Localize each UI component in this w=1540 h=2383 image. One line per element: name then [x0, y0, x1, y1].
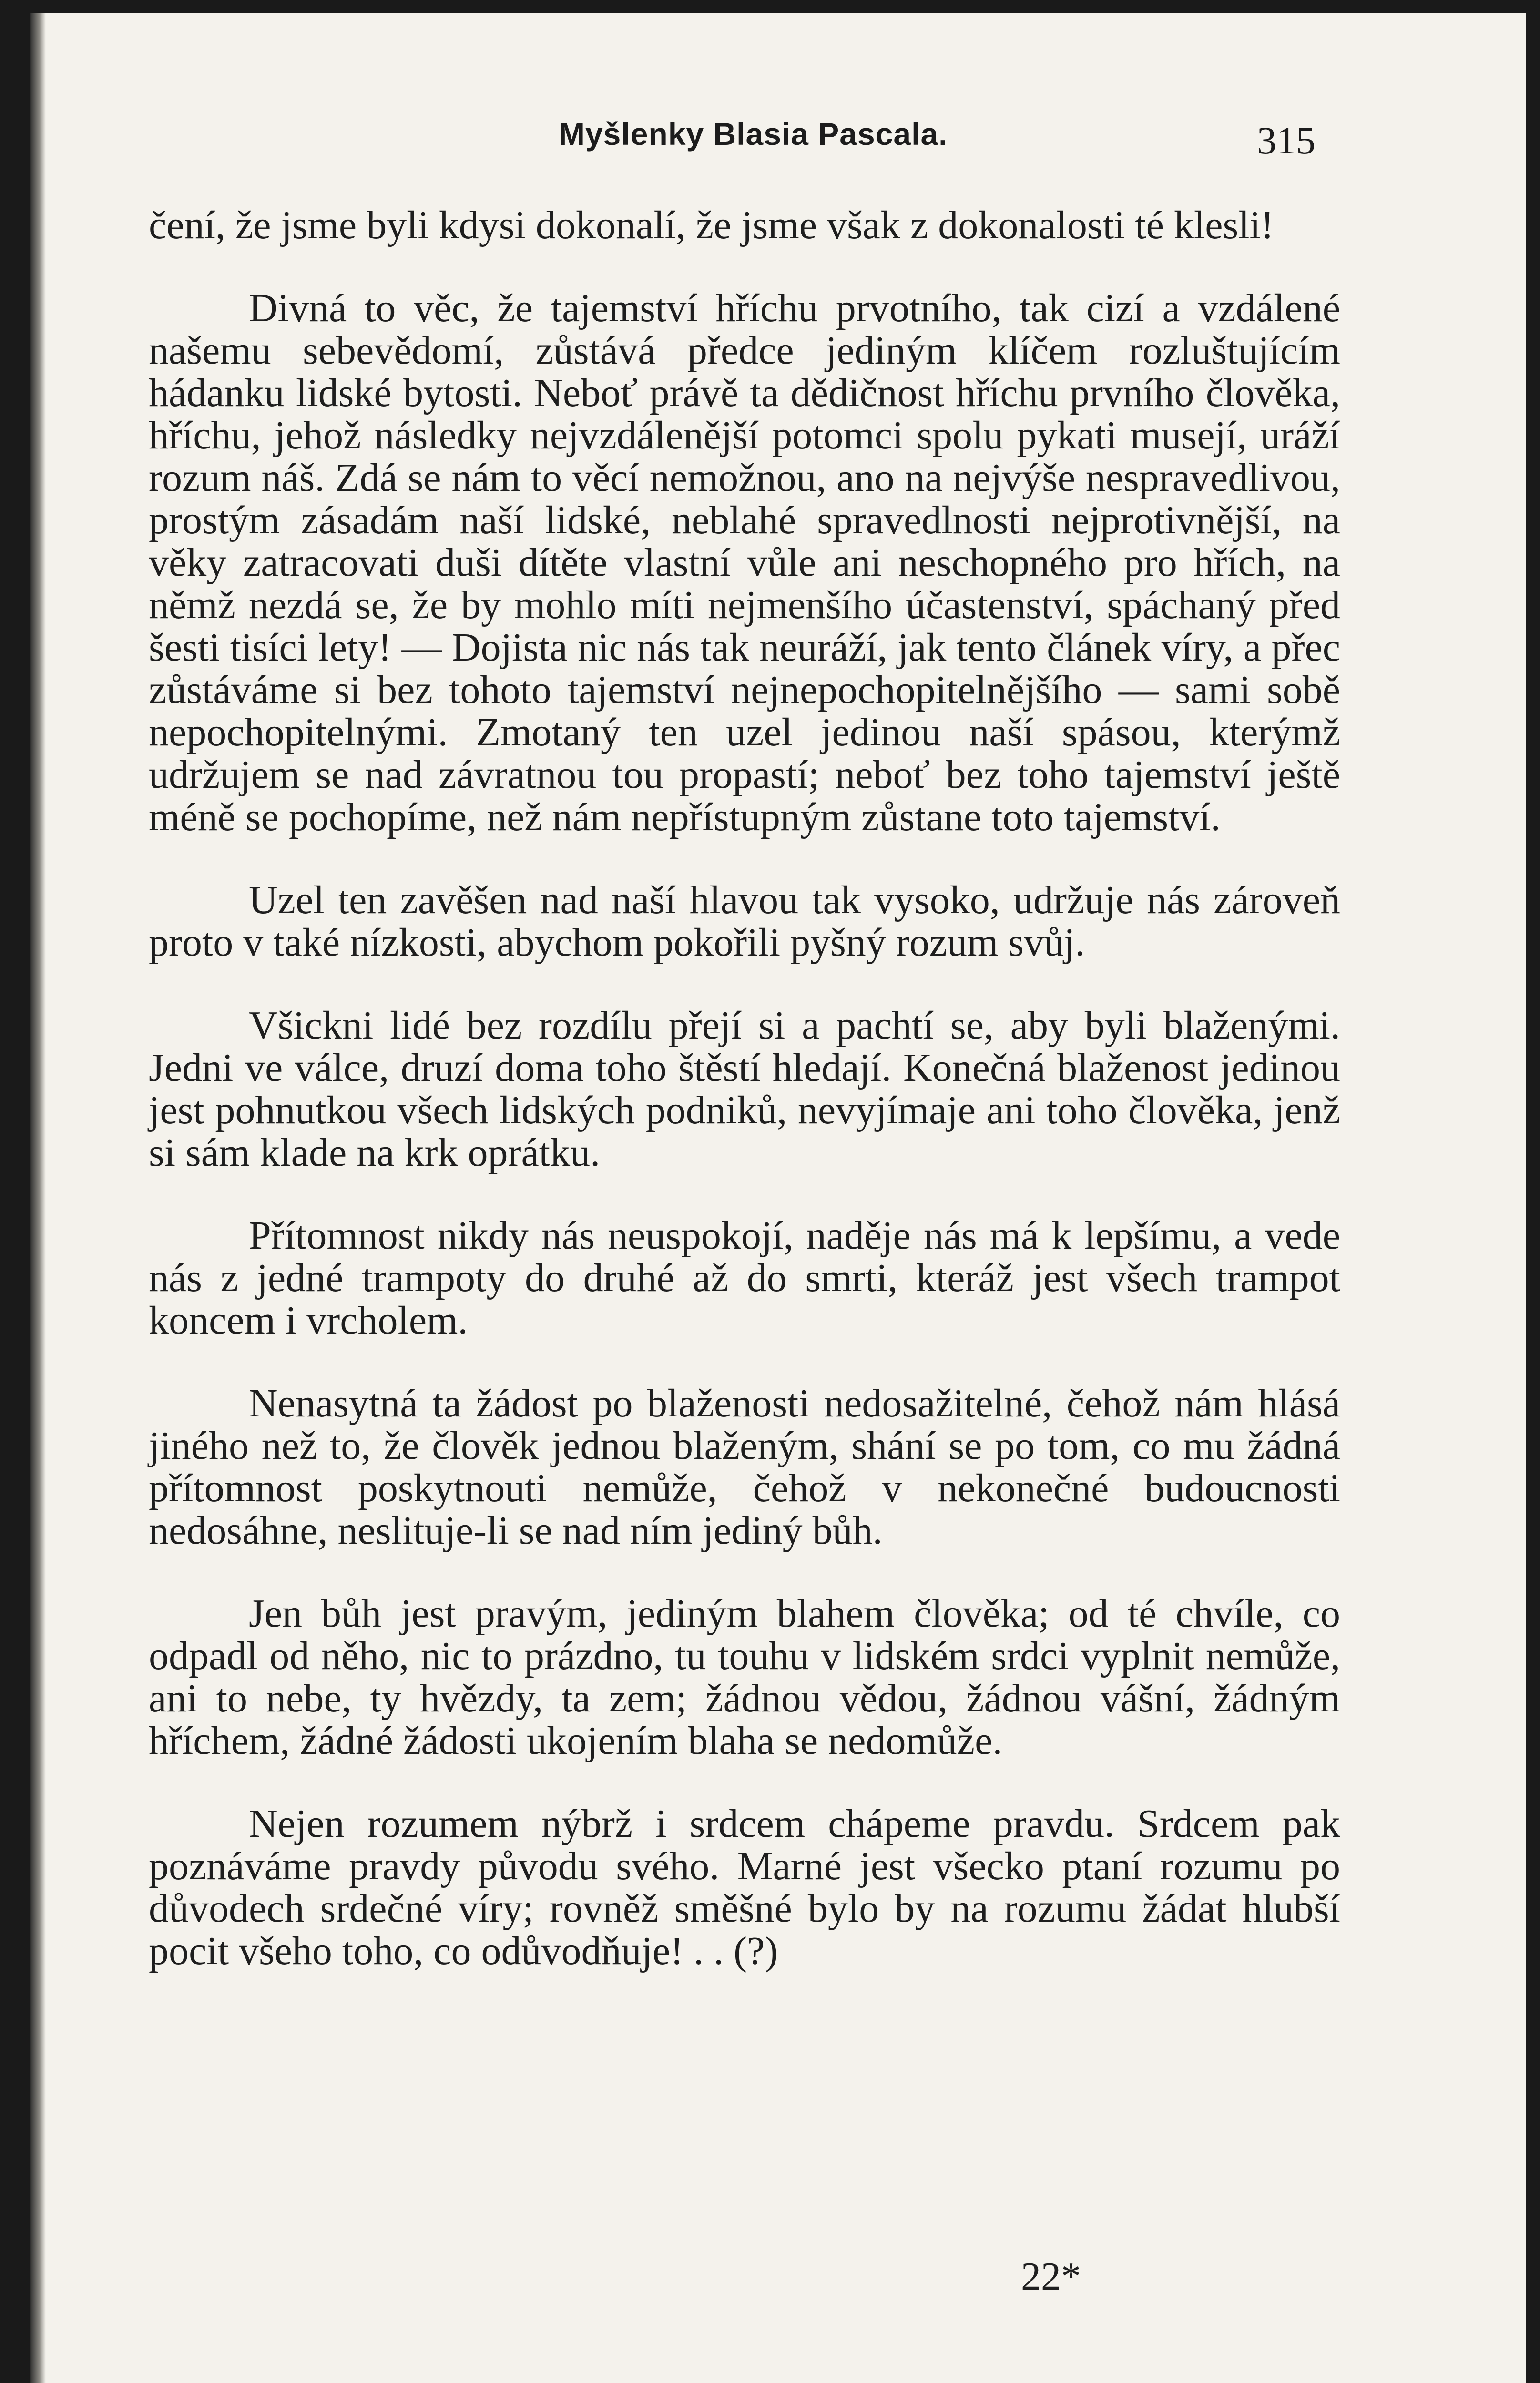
paragraph-8: Nejen rozumem nýbrž i srdcem chápeme pravdu. Srdcem pak poznáváme pravdy původu svého. Marné jest všecko ptaní rozumu po důvodech srdečné víry; rovněž směšné bylo by na rozumu žádat hlubší pocit všeho toho, co odůvodňuje! . . (?) — [149, 1802, 1340, 1973]
page-header — [30, 109, 1526, 166]
paragraph-3: Uzel ten zavěšen nad naší hlavou tak vysoko, udržuje nás zároveň proto v také nízkosti, abychom pokořili pyšný rozum svůj. — [149, 878, 1340, 965]
page-spine-shadow — [30, 13, 46, 2383]
running-title: Myšlenky Blasia Pascala. — [559, 116, 948, 152]
paragraph-2: Divná to věc, že tajemství hříchu prvotního, tak cizí a vzdálené našemu sebevědomí, zůstává předce jediným klíčem rozluštujícím hádanku lidské bytosti. Neboť právě ta dědičnost hříchu prvního člověka, hříchu, jehož následky nejvzdálenější potomci spolu pykati musejí, uráží rozum náš. Zdá se nám to věcí nemožnou, ano na nejvýše nespravedlivou, prostým zásadám naší lidské, neblahé spravedlnosti nejprotivnější, na věky zatracovati duši dítěte vlastní vůle ani neschopného pro hřích, na němž nezdá se, že by mohlo míti nejmenšího účastenství, spáchaný před šesti tisíci lety! — Dojista nic nás tak neuráží, jak tento článek víry, a přec zůstáváme si bez tohoto tajemství nejnepochopitelnějšího — sami sobě nepochopitelnými. Zmotaný ten uzel jedinou naší spásou, kterýmž udržujem se nad závratnou tou propastí; neboť bez toho tajemství ještě méně se pochopíme, než nám nepřístupným zůstane toto tajemství. — [149, 286, 1340, 839]
body-text — [149, 204, 1340, 1972]
signature-mark: 22* — [1021, 2254, 1081, 2299]
book-page — [30, 13, 1526, 2383]
paragraph-5: Přítomnost nikdy nás neuspokojí, naděje nás má k lepšímu, a vede nás z jedné trampoty do druhé až do smrti, kteráž jest všech trampot koncem i vrcholem. — [149, 1213, 1340, 1343]
paragraph-6: Nenasytná ta žádost po blaženosti nedosažitelné, čehož nám hlásá jiného než to, že člověk jednou blaženým, shání se po tom, co mu žádná přítomnost poskytnouti nemůže, čehož v nekonečné budoucnosti nedosáhne, neslituje-li se nad ním jediný bůh. — [149, 1381, 1340, 1553]
paragraph-4: Všickni lidé bez rozdílu přejí si a pachtí se, aby byli blaženými. Jedni ve válce, druzí doma toho štěstí hledají. Konečná blaženost jedinou jest pohnutkou všech lidských podniků, nevyjímaje ani toho člověka, jenž si sám klade na krk oprátku. — [149, 1003, 1340, 1175]
paragraph-7: Jen bůh jest pravým, jediným blahem člověka; od té chvíle, co odpadl od něho, nic to prázdno, tu touhu v lidském srdci vyplnit nemůže, ani to nebe, ty hvězdy, ta zem; žádnou vědou, žádnou vášní, žádným hříchem, žádné žádosti ukojením blaha se nedomůže. — [149, 1591, 1340, 1763]
page-number: 315 — [1257, 119, 1316, 162]
paragraph-1: čení, že jsme byli kdysi dokonalí, že jsme však z dokonalosti té klesli! — [149, 203, 1274, 247]
